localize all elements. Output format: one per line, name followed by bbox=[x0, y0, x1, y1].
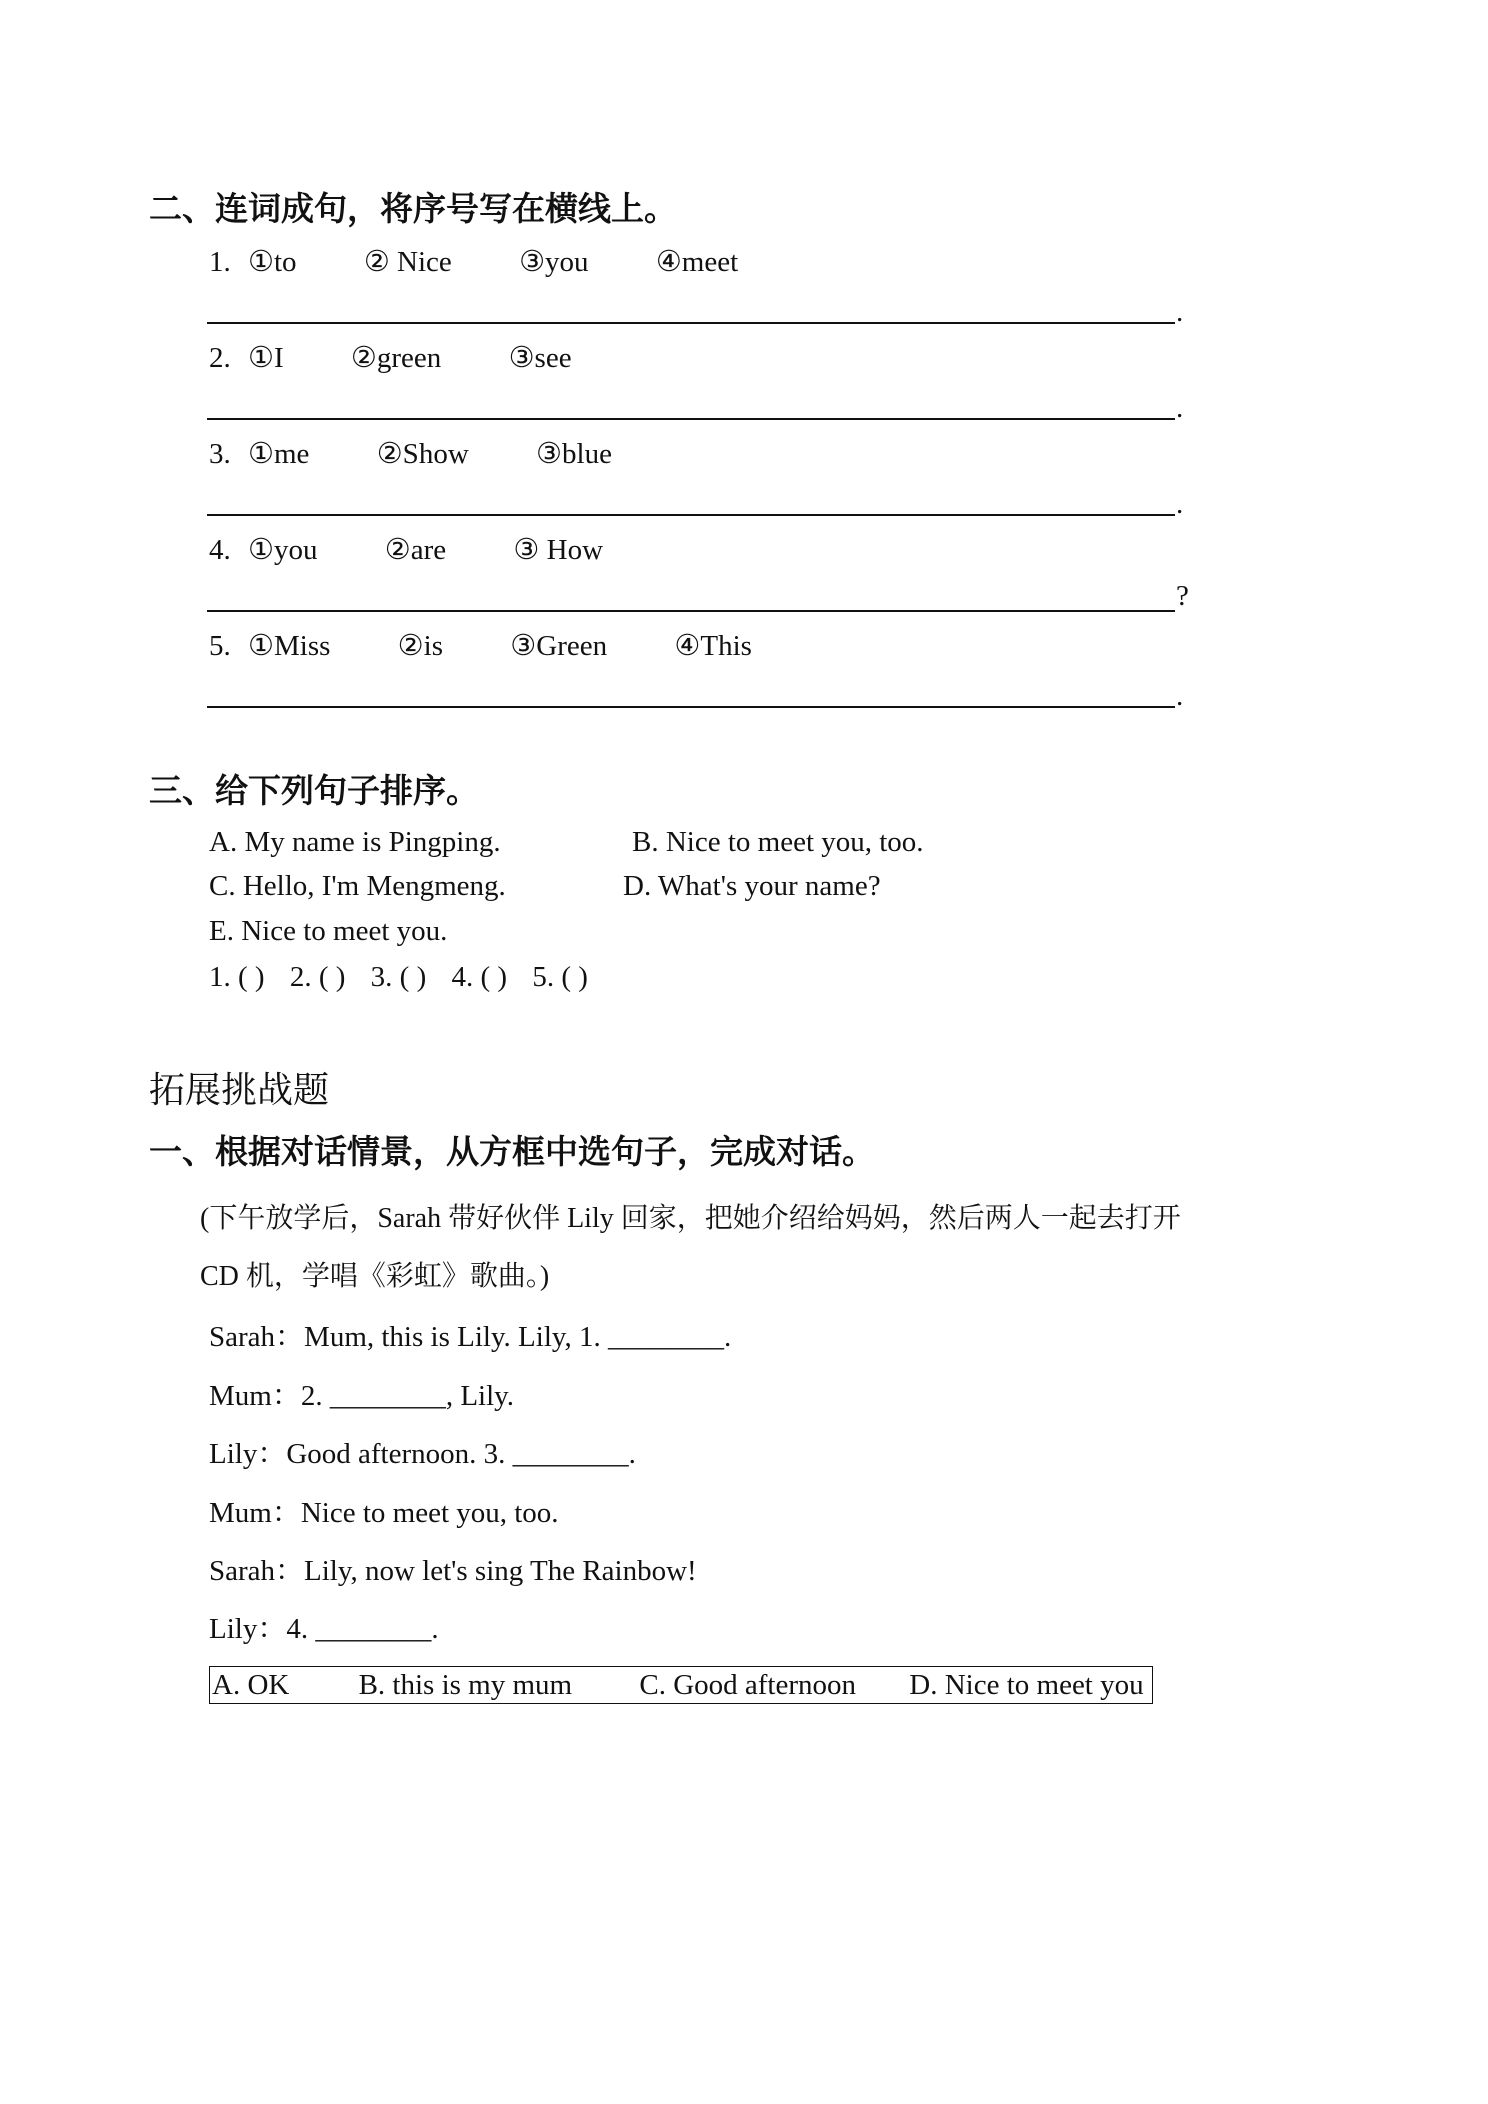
dialogue-line: Lily：4. ________. bbox=[209, 1613, 439, 1645]
word-option: ①you bbox=[248, 534, 318, 566]
item-4-row bbox=[209, 532, 663, 567]
word-option: ①me bbox=[248, 438, 310, 470]
word-option: ①I bbox=[248, 342, 284, 374]
word-option: ② Nice bbox=[363, 246, 452, 278]
choice-c: C. Good afternoon bbox=[639, 1669, 857, 1701]
order-answer-slot[interactable]: 5. ( ) bbox=[532, 961, 588, 993]
sentence-a: A. My name is Pingping. bbox=[209, 826, 501, 858]
end-punct-1: . bbox=[1176, 296, 1184, 328]
item-number: 2. bbox=[209, 342, 231, 374]
end-punct-5: . bbox=[1176, 680, 1184, 712]
order-answer-slot[interactable]: 3. ( ) bbox=[370, 961, 427, 993]
word-option: ③blue bbox=[536, 438, 612, 470]
section2-title: 二、连词成句，将序号写在横线上。 bbox=[149, 189, 677, 228]
item-number: 5. bbox=[209, 630, 231, 662]
choices-box bbox=[209, 1666, 1153, 1704]
item-number: 1. bbox=[209, 246, 231, 278]
word-option: ④meet bbox=[655, 246, 739, 278]
item-number: 4. bbox=[209, 534, 231, 566]
word-option: ③Green bbox=[510, 630, 608, 662]
word-option: ②are bbox=[384, 534, 447, 566]
choice-d: D. Nice to meet you bbox=[909, 1669, 1144, 1701]
dialogue-line: Sarah：Mum, this is Lily. Lily, 1. ________. bbox=[209, 1321, 732, 1353]
sentence-c: C. Hello, I'm Mengmeng. bbox=[209, 870, 506, 902]
answer-line-4[interactable] bbox=[207, 610, 1175, 612]
word-option: ②is bbox=[397, 630, 444, 662]
word-option: ①to bbox=[248, 246, 297, 278]
dialogue-line: Mum：Nice to meet you, too. bbox=[209, 1497, 559, 1529]
sentence-b: B. Nice to meet you, too. bbox=[632, 826, 924, 858]
dialogue-line: Sarah：Lily, now let's sing The Rainbow! bbox=[209, 1555, 697, 1587]
word-option: ①Miss bbox=[248, 630, 331, 662]
word-option: ③ How bbox=[513, 534, 604, 566]
end-punct-4: ? bbox=[1176, 580, 1189, 612]
choice-a: A. OK bbox=[212, 1669, 290, 1701]
word-option: ④This bbox=[674, 630, 752, 662]
answer-line-1[interactable] bbox=[207, 322, 1175, 324]
answer-line-2[interactable] bbox=[207, 418, 1175, 420]
context-intro-line-1: (下午放学后，Sarah 带好伙伴 Lily 回家，把她介绍给妈妈，然后两人一起去打开 bbox=[200, 1203, 1181, 1234]
answer-line-5[interactable] bbox=[207, 706, 1175, 708]
sentence-d: D. What's your name? bbox=[623, 870, 881, 902]
item-number: 3. bbox=[209, 438, 231, 470]
challenge-q1-title: 一、根据对话情景，从方框中选句子，完成对话。 bbox=[149, 1132, 875, 1171]
answer-line-3[interactable] bbox=[207, 514, 1175, 516]
word-option: ③you bbox=[519, 246, 589, 278]
word-option: ②Show bbox=[376, 438, 469, 470]
dialogue-line: Mum：2. ________, Lily. bbox=[209, 1380, 515, 1412]
sentence-e: E. Nice to meet you. bbox=[209, 915, 448, 947]
item-3-row bbox=[209, 436, 672, 471]
choice-b: B. this is my mum bbox=[358, 1669, 573, 1701]
order-answer-slot[interactable]: 4. ( ) bbox=[451, 961, 508, 993]
item-2-row bbox=[209, 340, 632, 375]
end-punct-3: . bbox=[1176, 488, 1184, 520]
item-1-row bbox=[209, 244, 798, 279]
end-punct-2: . bbox=[1176, 392, 1184, 424]
order-answer-slot[interactable]: 2. ( ) bbox=[289, 961, 346, 993]
challenge-heading: 拓展挑战题 bbox=[149, 1070, 330, 1111]
item-5-row bbox=[209, 628, 812, 663]
dialogue-line: Lily：Good afternoon. 3. ________. bbox=[209, 1438, 636, 1470]
context-intro-line-2: CD 机，学唱《彩虹》歌曲。) bbox=[200, 1261, 550, 1292]
word-option: ③see bbox=[508, 342, 572, 374]
order-answers bbox=[209, 961, 588, 994]
order-answer-slot[interactable]: 1. ( ) bbox=[209, 961, 265, 993]
word-option: ②green bbox=[350, 342, 442, 374]
section3-title: 三、给下列句子排序。 bbox=[149, 771, 479, 810]
